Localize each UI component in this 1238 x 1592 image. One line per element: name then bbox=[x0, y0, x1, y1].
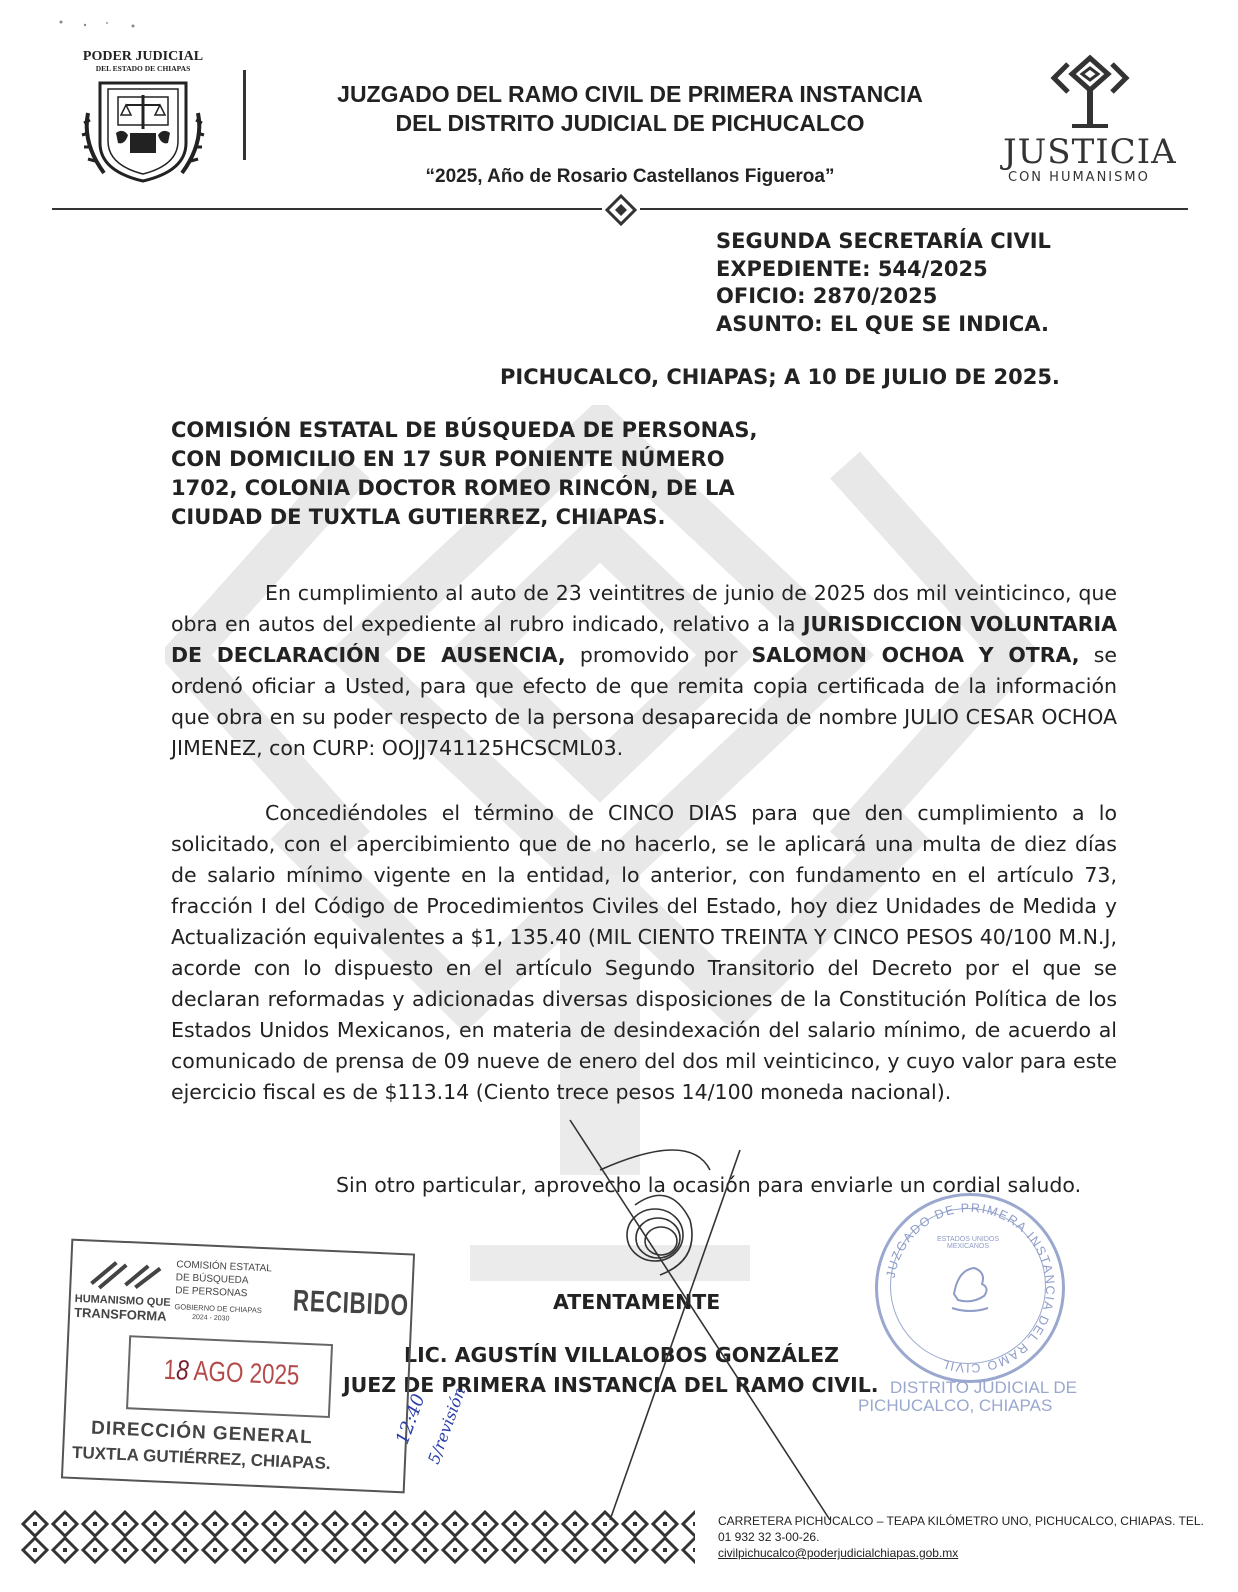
seal-district-line2: PICHUCALCO, CHIAPAS bbox=[858, 1396, 1053, 1415]
received-stamp bbox=[61, 1239, 415, 1494]
logo-subtitle: DEL ESTADO DE CHIAPAS bbox=[95, 64, 191, 73]
footer-email[interactable]: civilpichucalco@poderjudicialchiapas.gob.mx bbox=[718, 1546, 959, 1560]
scan-speckles bbox=[55, 14, 145, 34]
justicia-humanismo-logo-icon bbox=[1040, 52, 1140, 132]
body-paragraph-1 bbox=[171, 578, 1117, 764]
logo-title: PODER JUDICIAL bbox=[82, 49, 204, 64]
header-separator-left bbox=[52, 208, 602, 210]
signer-name: LIC. AGUSTÍN VILLALOBOS GONZÁLEZ bbox=[404, 1343, 839, 1367]
p1-rest: se ordenó oficiar a Usted, para que efecto de que remita copia certificada de la información que obra en su poder respecto de la persona desaparecida de nombre JULIO CESAR OCHOA JIMENEZ, con CURP: OOJJ741125HCSCML03. bbox=[171, 643, 1117, 760]
expediente-line: EXPEDIENTE: 544/2025 bbox=[716, 256, 988, 281]
year-motto: “2025, Año de Rosario Castellanos Figueroa” bbox=[425, 166, 835, 187]
asunto-line: ASUNTO: EL QUE SE INDICA. bbox=[716, 311, 1049, 336]
document-meta bbox=[716, 228, 1051, 338]
stamp-slogan-2: TRANSFORMA bbox=[73, 1304, 167, 1324]
stamp-slogan-1: HUMANISMO QUE bbox=[74, 1292, 171, 1309]
header-divider-vertical bbox=[243, 70, 246, 160]
footer-contact bbox=[718, 1513, 1208, 1561]
footer-pattern bbox=[20, 1508, 695, 1568]
separator-diamond-icon bbox=[605, 194, 637, 226]
stamp-date-rest: AGO 2025 bbox=[192, 1355, 301, 1391]
poder-judicial-logo bbox=[78, 50, 208, 190]
stamp-date-day: 1 bbox=[163, 1353, 177, 1386]
stamp-recibido: RECIBIDO bbox=[292, 1284, 410, 1323]
stamp-org-3: DE PERSONAS bbox=[174, 1285, 248, 1300]
signer-title: JUEZ DE PRIMERA INSTANCIA DEL RAMO CIVIL. bbox=[343, 1373, 879, 1397]
coat-of-arms-icon bbox=[78, 73, 208, 188]
p3-text: Sin otro particular, aprovecho la ocasión para enviarle un cordial saludo. bbox=[336, 1173, 1082, 1197]
stamp-date-box bbox=[126, 1335, 333, 1418]
p1-promoter: SALOMON OCHOA Y OTRA, bbox=[751, 643, 1080, 667]
handwritten-initials: 5/revisión bbox=[424, 1384, 470, 1467]
body-paragraph-2 bbox=[171, 798, 1117, 1108]
cebp-logo-icon bbox=[85, 1253, 167, 1296]
stamp-date bbox=[163, 1354, 300, 1392]
seal-inner-text: ESTADOS UNIDOS MEXICANOS bbox=[936, 1236, 1000, 1250]
p1-intro: En cumplimiento al auto de 23 veintitres de junio de 2025 dos mil veinticinco, que obra en autos del expediente al rubro indicado, relativo a la bbox=[171, 581, 1117, 636]
court-seal bbox=[875, 1193, 1065, 1383]
stamp-org-2: DE BÚSQUEDA bbox=[175, 1272, 249, 1287]
p1-promoted: promovido por bbox=[565, 643, 752, 667]
svg-text:JUZGADO DE PRIMERA INSTANCIA D: JUZGADO DE PRIMERA INSTANCIA DEL RAMO CIVIL bbox=[883, 1200, 1058, 1376]
stamp-direction-1: DIRECCIÓN GENERAL bbox=[90, 1417, 314, 1449]
stamp-direction-2: TUXTLA GUTIÉRREZ, CHIAPAS. bbox=[71, 1442, 332, 1474]
humanismo-logo-text: CON HUMANISMO bbox=[1008, 170, 1150, 185]
seal-district-line1: DISTRITO JUDICIAL DE bbox=[890, 1378, 1078, 1397]
p1-procedure: JURISDICCION VOLUNTARIA DE DECLARACIÓN DE AUSENCIA, bbox=[171, 612, 1118, 667]
court-heading bbox=[300, 80, 960, 138]
justicia-logo-text: JUSTICIA bbox=[1003, 132, 1177, 172]
stamp-years: 2024 - 2030 bbox=[191, 1313, 230, 1323]
mexican-eagle-icon bbox=[938, 1254, 1002, 1318]
oficio-line: OFICIO: 2870/2025 bbox=[716, 284, 938, 308]
p2-text: Concediéndoles el término de CINCO DIAS para que den cumplimiento a lo solicitado, con el apercibimiento que de no hacerlo, se le aplicará una multa de diez días de salario mínimo vigente en la entidad, lo anterior, con fundamento en el artículo 73, fracción I del Código de Procedimientos Civiles del Estado, hoy diez Unidades de Medida y Actualización equivalentes a $1, 135.40 (MIL CIENTO TREINTA Y CINCO PESOS 40/100 M.N.J, acorde con lo dispuesto en el artículo Segundo Transitorio del Decreto por el que se declaran reformadas y adicionadas diversas disposiciones de la Constitución Política de los Estados Unidos Mexicanos, en materia de desindexación del salario mínimo, de acuerdo al comunicado de prensa de 09 nueve de enero del dos mil veinticinco, y cuyo valor para este ejercicio fiscal es de $113.14 (Ciento trece pesos 14/100 moneda nacional). bbox=[171, 801, 1117, 1104]
date-line: PICHUCALCO, CHIAPAS; A 10 DE JULIO DE 2025. bbox=[500, 365, 1060, 389]
addressee: COMISIÓN ESTATAL DE BÚSQUEDA DE PERSONAS, CON DOMICILIO EN 17 SUR PONIENTE NÚMERO 1702, COLONIA DOCTOR ROMEO RINCÓN, DE LA CIUDAD DE TUXTLA GUTIERREZ, CHIAPAS. bbox=[171, 418, 758, 529]
stamp-date-day-handwritten: 8 bbox=[175, 1354, 190, 1386]
secretaria-line: SEGUNDA SECRETARÍA CIVIL bbox=[716, 229, 1051, 253]
court-heading-line2: DEL DISTRITO JUDICIAL DE PICHUCALCO bbox=[395, 110, 865, 136]
handwritten-signature bbox=[540, 1110, 880, 1530]
closing: ATENTAMENTE bbox=[553, 1290, 721, 1314]
footer-address: CARRETERA PICHUCALCO – TEAPA KILÓMETRO UNO, PICHUCALCO, CHIAPAS. TEL. 01 932 32 3-00-26. bbox=[718, 1514, 1204, 1544]
handwritten-time: 12:40 bbox=[392, 1391, 430, 1448]
header-separator-right bbox=[640, 208, 1188, 210]
stamp-org-1: COMISIÓN ESTATAL bbox=[176, 1259, 273, 1275]
stamp-gov: GOBIERNO DE CHIAPAS bbox=[174, 1302, 263, 1315]
court-heading-line1: JUZGADO DEL RAMO CIVIL DE PRIMERA INSTANCIA bbox=[337, 81, 923, 107]
